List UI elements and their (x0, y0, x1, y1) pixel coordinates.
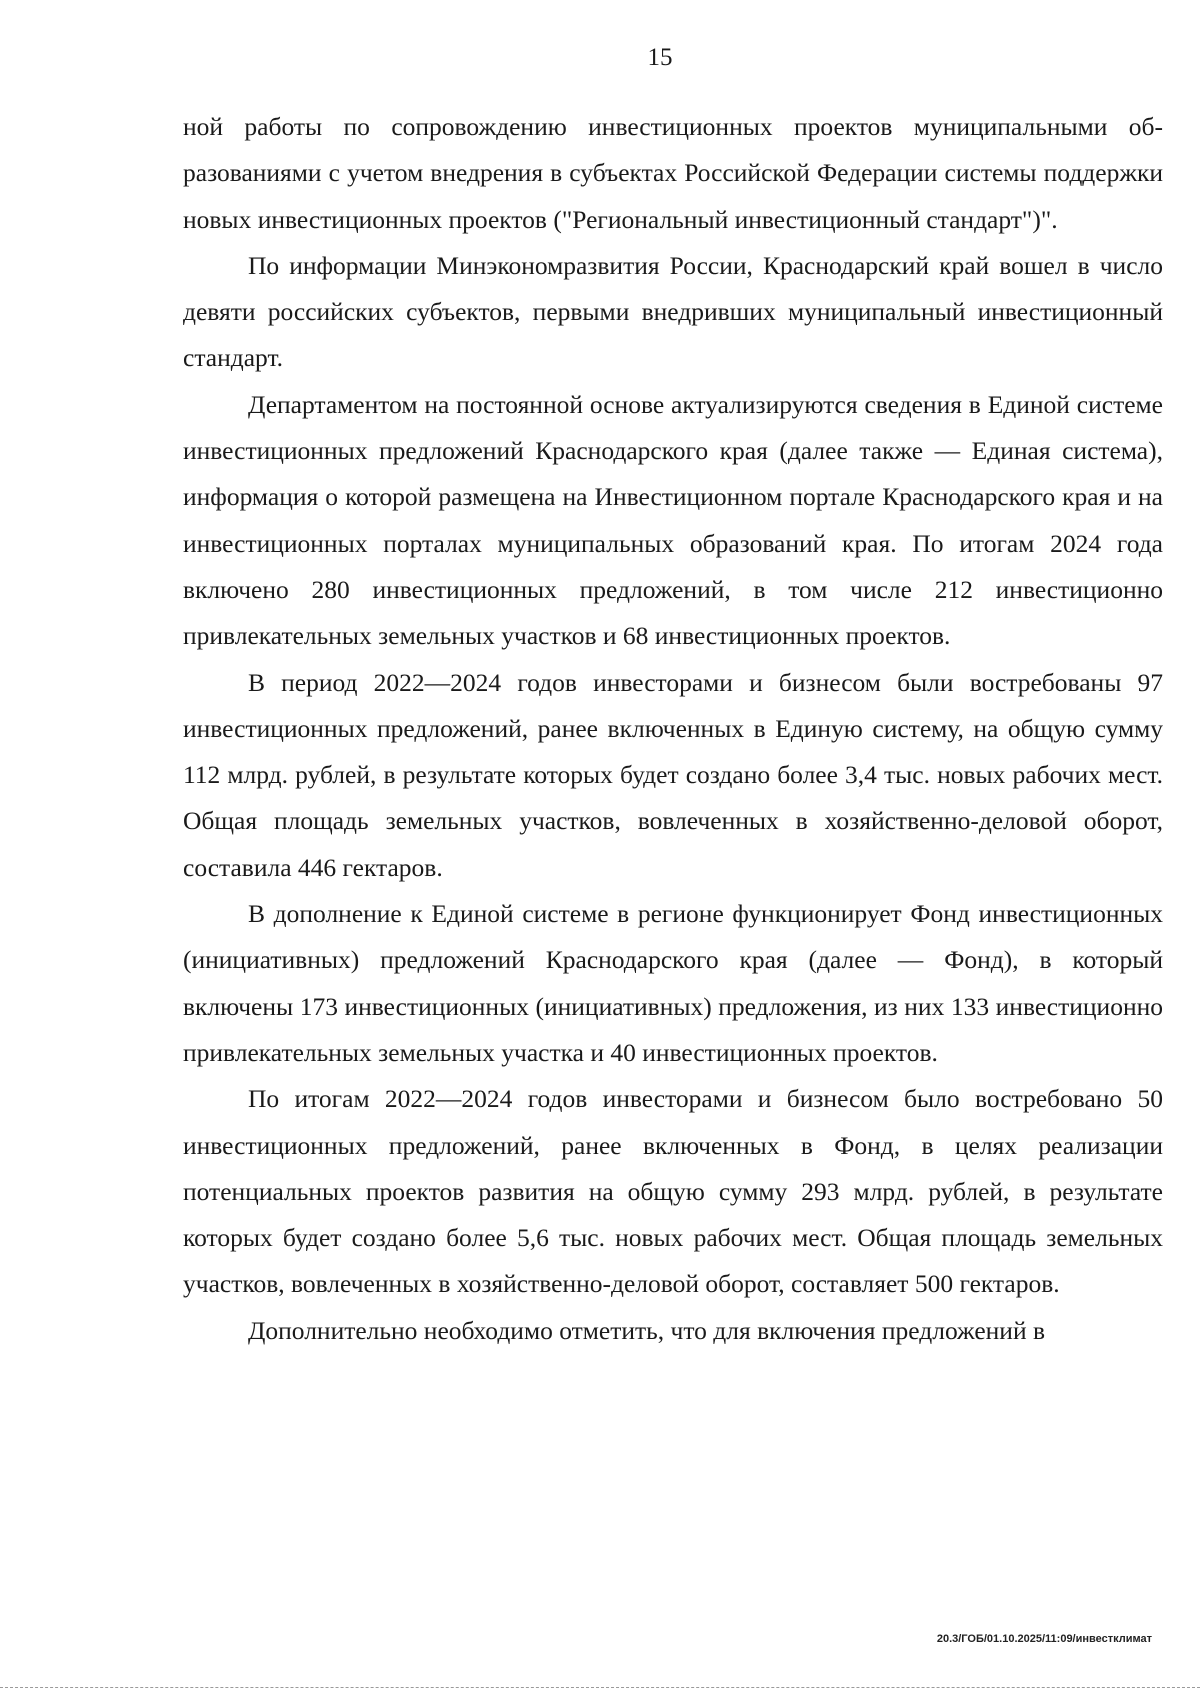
paragraph-fund-results: По итогам 2022—2024 годов инвесторами и бизнесом было востребовано 50 инвестиционных предложений, ранее включенных в Фонд, в целях реализации потенциальных проектов развития на общую сумму 293 млрд. рублей, в результате которых будет создано более 5,6 тыс. новых рабочих мест. Общая площадь земельных участков, вовлеченных в хозяйственно-деловой оборот, составляет 500 гектаров. (183, 1084, 1163, 1299)
paragraph-unified-system: Департаментом на постоянной основе актуализируются сведения в Единой системе инвестиционных предложений Краснодарского края (далее также — Единая система), информация о которой размещена на Инвестиционном портале Краснодарского края и на инвестиционных порталах муниципальных образований края. По итогам 2024 года включено 280 инвестиционных предложений, в том числе 212 инвестиционно привлекательных земельных участков и 68 инвестиционных проектов. (183, 389, 1163, 651)
paragraph-period-2022-2024: В период 2022—2024 годов инвесторами и бизнесом были востребованы 97 инвестиционных предложений, ранее включенных в Единую систему, на общую сумму 112 млрд. рублей, в результате которых будет создано более 3,4 тыс. новых рабочих мест. Общая площадь земельных участков, вовлеченных в хозяйственно-деловой оборот, составила 446 гектаров. (183, 667, 1163, 882)
paragraph-fund: В дополнение к Единой системе в регионе функционирует Фонд инвестиционных (инициативных) предложений Краснодарского края (далее — Фонд), в который включены 173 инвестиционных (инициативных) предложения, из них 133 инвестиционно привлекательных земельных участка и 40 инвестиционных проектов. (183, 899, 1163, 1067)
paragraph-additionally: Дополнительно необходимо отметить, что для включения предложений в (248, 1315, 1046, 1345)
page-number: 15 (647, 44, 673, 71)
paragraph-continuation: ной работы по сопровождению инвестиционных проектов муниципальными образованиями с учетом внедрения в субъектах Российской Федерации системы поддержки новых инвестиционных проектов ("Региональный инвестиционный стандарт")". (183, 112, 1163, 234)
scan-edge-line (0, 1687, 1200, 1688)
document-registration-code: 20.3/ГОБ/01.10.2025/11:09/инвестклимат (936, 1633, 1152, 1645)
paragraph-minekonom: По информации Минэкономразвития России, Краснодарский край вошел в число девяти российских субъектов, первыми внедривших муниципальный инвестиционный стандарт. (183, 250, 1163, 373)
document-body (183, 104, 1163, 1354)
